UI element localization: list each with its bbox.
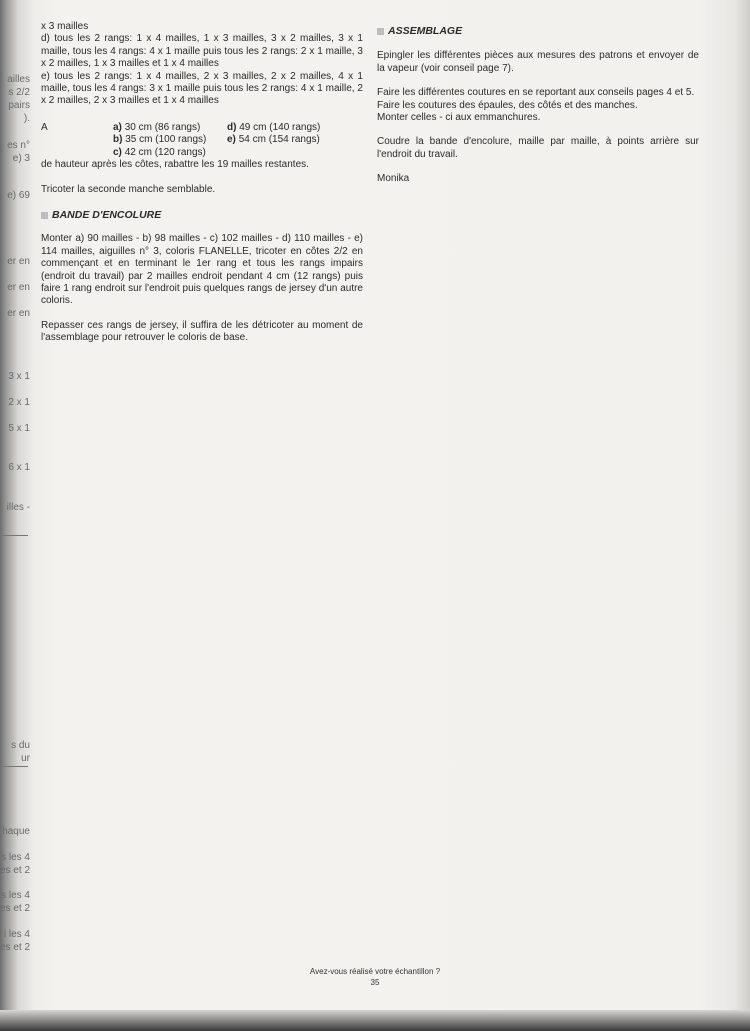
bleed-line: e) 3 bbox=[12, 153, 30, 164]
bleed-line: s les 4 bbox=[1, 852, 30, 863]
bleed-rule bbox=[0, 766, 28, 767]
size-d-decreases: d) tous les 2 rangs: 1 x 4 mailles, 1 x 3 mailles, 3 x 2 mailles, 3 x 1 maille, tous les 4 rangs: 4 x 1 maille puis tous les 2 rangs: 2 x 1 maille, 3 x 2 mailles, 1 x 3 mailles et 1 x 4 mailles bbox=[41, 33, 363, 70]
bleed-line: illes - bbox=[6, 502, 30, 513]
assemblage-p2a: Faire les différentes coutures en se reportant aux conseils pages 4 et 5. bbox=[377, 87, 695, 99]
scan-edge-shadow bbox=[0, 1010, 750, 1031]
assemblage-p2c: Monter celles - ci aux emmanchures. bbox=[377, 112, 541, 124]
second-sleeve-text: Tricoter la seconde manche semblable. bbox=[41, 184, 216, 196]
text-line: x 3 mailles bbox=[41, 21, 89, 32]
bleed-line: haque bbox=[2, 826, 30, 837]
assemblage-p3: Coudre la bande d'encolure, maille par maille, à points arrière sur l'endroit du travail. bbox=[377, 136, 699, 160]
page-number: 35 bbox=[370, 978, 380, 987]
bleed-line: er en bbox=[7, 282, 30, 293]
bleed-line: ). bbox=[23, 113, 30, 124]
bande-heading: BANDE D'ENCOLURE bbox=[41, 209, 363, 221]
measure-prefix: A bbox=[41, 121, 48, 133]
footer-question: Avez-vous réalisé votre échantillon ? bbox=[309, 967, 441, 976]
bleed-line: 5 x 1 bbox=[8, 423, 30, 434]
signature: Monika bbox=[377, 173, 410, 185]
assemblage-p1: Epingler les différentes pièces aux mesures des patrons et envoyer de la vapeur (voir conseil page 7). bbox=[377, 50, 699, 74]
measure-a: a) 30 cm (86 rangs) bbox=[113, 121, 201, 133]
bullet-square-icon bbox=[377, 28, 384, 35]
bleed-line: er en bbox=[7, 256, 30, 267]
bleed-line: es n° bbox=[7, 140, 30, 151]
bullet-square-icon bbox=[41, 212, 48, 219]
measure-c: c) 42 cm (120 rangs) bbox=[113, 146, 206, 158]
bande-text: Monter a) 90 mailles - b) 98 mailles - c) 102 mailles - d) 110 mailles - e) 114 mailles, aiguilles n° 3, coloris FLANELLE, tricoter en côtes 2/2 en commençant et en terminant le 1er rang et tous les rangs impairs (endroit du travail) par 2 mailles endroit pendant 4 cm (12 rangs) puis faire 1 rang endroit sur l'endroit puis quelques rangs de jersey d'un autre coloris. bbox=[41, 233, 363, 307]
size-e-decreases: e) tous les 2 rangs: 1 x 4 mailles, 2 x 3 mailles, 2 x 2 mailles, 4 x 1 maille, tous les 4 rangs: 3 x 1 maille puis tous les 2 rangs: 4 x 1 maille, 2 x 2 mailles, 2 x 3 mailles et 1 x 4 mailles bbox=[41, 70, 363, 107]
assemblage-heading: ASSEMBLAGE bbox=[377, 25, 699, 37]
bleed-line: es et 2 bbox=[0, 903, 30, 914]
measure-b: b) 35 cm (100 rangs) bbox=[113, 134, 207, 146]
bleed-line: ur bbox=[21, 753, 30, 764]
bleed-rule bbox=[0, 535, 28, 536]
repasser-text: Repasser ces rangs de jersey, il suffira de les détricoter au moment de l'assemblage pour retrouver le coloris de base. bbox=[41, 319, 363, 344]
bleed-line: ailles bbox=[7, 74, 30, 85]
after-measures-text: de hauteur après les côtes, rabattre les 19 mailles restantes. bbox=[41, 159, 309, 171]
bleed-line: s 2/2 bbox=[8, 87, 30, 98]
bleed-line: 6 x 1 bbox=[8, 462, 30, 473]
bleed-line: es et 2 bbox=[0, 942, 30, 953]
bleed-line: er en bbox=[7, 308, 30, 319]
left-column bbox=[41, 21, 363, 345]
bleed-line: i les 4 bbox=[3, 929, 30, 940]
bleed-line: 3 x 1 bbox=[8, 371, 30, 382]
measurements-table bbox=[41, 122, 363, 159]
bleed-line: s du bbox=[11, 740, 30, 751]
measure-d: d) 49 cm (140 rangs) bbox=[227, 121, 321, 133]
bleed-line: s les 4 bbox=[1, 890, 30, 901]
bleed-line: es et 2 bbox=[0, 865, 30, 876]
assemblage-p2b: Faire les coutures des épaules, des côtés et des manches. bbox=[377, 99, 638, 111]
previous-page-bleed bbox=[0, 0, 30, 1010]
bleed-line: pairs bbox=[8, 100, 30, 111]
bleed-line: 2 x 1 bbox=[8, 397, 30, 408]
measure-e: e) 54 cm (154 rangs) bbox=[227, 134, 320, 146]
bleed-line: e) 69 bbox=[7, 190, 30, 201]
right-column bbox=[377, 25, 699, 186]
